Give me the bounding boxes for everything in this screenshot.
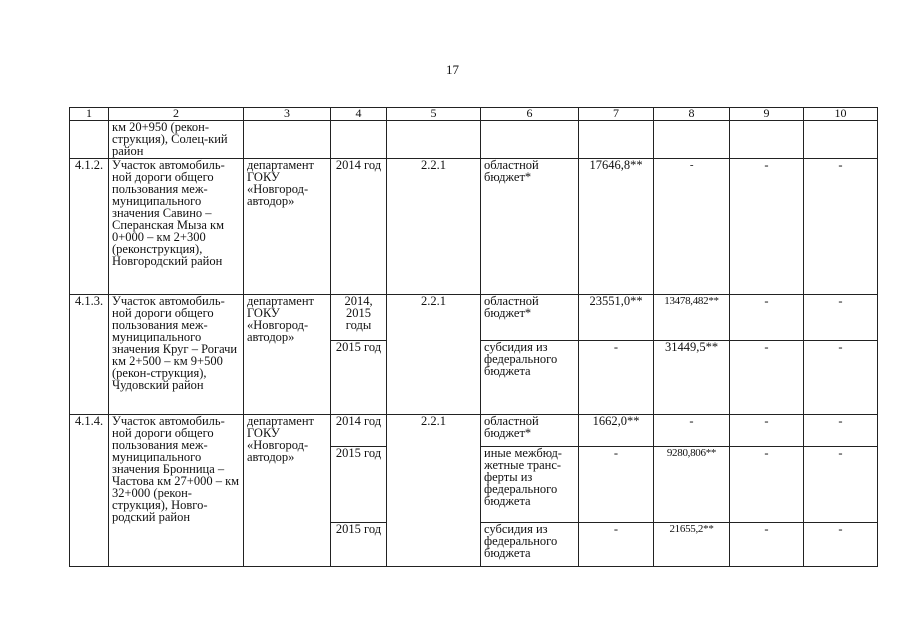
cell-year: 2015 год — [331, 523, 387, 567]
cell-c8: 21655,2** — [654, 523, 730, 567]
cell-source: субсидия из федерального бюджета — [481, 523, 579, 567]
cell-c10: - — [804, 295, 878, 341]
cell-c7: 17646,8** — [579, 159, 654, 295]
cell-name: Участок автомобиль-ной дороги общего пользования меж-муниципального значения Бронница – Частова км 27+000 – км 32+000 (рекон-струкция), Новго-родский район — [109, 415, 244, 567]
cell-year — [331, 121, 387, 159]
cell-c9: - — [730, 523, 804, 567]
cell-c7: - — [579, 447, 654, 523]
header-cell: 8 — [654, 108, 730, 121]
cell-num: 4.1.3. — [70, 295, 109, 415]
cell-c7: - — [579, 523, 654, 567]
cell-code — [387, 121, 481, 159]
header-cell: 3 — [244, 108, 331, 121]
cell-c7: - — [579, 341, 654, 415]
page-number: 17 — [446, 62, 459, 77]
cell-source: областной бюджет* — [481, 295, 579, 341]
cell-num — [70, 121, 109, 159]
cell-c10: - — [804, 159, 878, 295]
cell-c7: 1662,0** — [579, 415, 654, 447]
cell-source: областной бюджет* — [481, 159, 579, 295]
cell-exec: департамент ГОКУ «Новгород-автодор» — [244, 159, 331, 295]
cell-c10: - — [804, 447, 878, 523]
cell-c9: - — [730, 415, 804, 447]
cell-c10: - — [804, 523, 878, 567]
budget-table — [69, 107, 878, 567]
cell-c9 — [730, 121, 804, 159]
cell-exec: департамент ГОКУ «Новгород-автодор» — [244, 295, 331, 415]
cell-source: областной бюджет* — [481, 415, 579, 447]
cell-c8: 13478,482** — [654, 295, 730, 341]
cell-c10 — [804, 121, 878, 159]
table-row — [70, 159, 878, 295]
header-cell: 9 — [730, 108, 804, 121]
header-cell: 6 — [481, 108, 579, 121]
cell-year: 2014 год — [331, 415, 387, 447]
cell-c9: - — [730, 295, 804, 341]
cell-year: 2014, 2015 годы — [331, 295, 387, 341]
cell-year: 2014 год — [331, 159, 387, 295]
table-row — [70, 295, 878, 341]
cell-num: 4.1.2. — [70, 159, 109, 295]
cell-c7 — [579, 121, 654, 159]
cell-code: 2.2.1 — [387, 295, 481, 415]
table-row — [70, 121, 878, 159]
header-cell: 2 — [109, 108, 244, 121]
cell-num: 4.1.4. — [70, 415, 109, 567]
cell-code: 2.2.1 — [387, 159, 481, 295]
cell-year: 2015 год — [331, 341, 387, 415]
cell-c8: 31449,5** — [654, 341, 730, 415]
header-cell: 10 — [804, 108, 878, 121]
cell-exec: департамент ГОКУ «Новгород-автодор» — [244, 415, 331, 567]
cell-source: иные межбюд-жетные транс-ферты из федерального бюджета — [481, 447, 579, 523]
cell-exec — [244, 121, 331, 159]
cell-source — [481, 121, 579, 159]
cell-c9: - — [730, 447, 804, 523]
cell-name: км 20+950 (рекон-струкция), Солец-кий район — [109, 121, 244, 159]
cell-c8 — [654, 121, 730, 159]
header-cell: 4 — [331, 108, 387, 121]
cell-name: Участок автомобиль-ной дороги общего пользования меж-муниципального значения Савино – Сперанская Мыза км 0+000 – км 2+300 (реконструкция), Новгородский район — [109, 159, 244, 295]
header-cell: 5 — [387, 108, 481, 121]
cell-name: Участок автомобиль-ной дороги общего пользования меж-муниципального значения Круг – Рогачи км 2+500 – км 9+500 (рекон-струкция), Чудовский район — [109, 295, 244, 415]
cell-source: субсидия из федерального бюджета — [481, 341, 579, 415]
cell-c7: 23551,0** — [579, 295, 654, 341]
cell-c8: - — [654, 415, 730, 447]
cell-c8: - — [654, 159, 730, 295]
cell-year: 2015 год — [331, 447, 387, 523]
cell-c10: - — [804, 415, 878, 447]
header-cell: 1 — [70, 108, 109, 121]
table-row — [70, 415, 878, 447]
header-row — [70, 108, 878, 121]
cell-c9: - — [730, 159, 804, 295]
header-cell: 7 — [579, 108, 654, 121]
cell-c10: - — [804, 341, 878, 415]
cell-code: 2.2.1 — [387, 415, 481, 567]
cell-c9: - — [730, 341, 804, 415]
cell-c8: 9280,806** — [654, 447, 730, 523]
